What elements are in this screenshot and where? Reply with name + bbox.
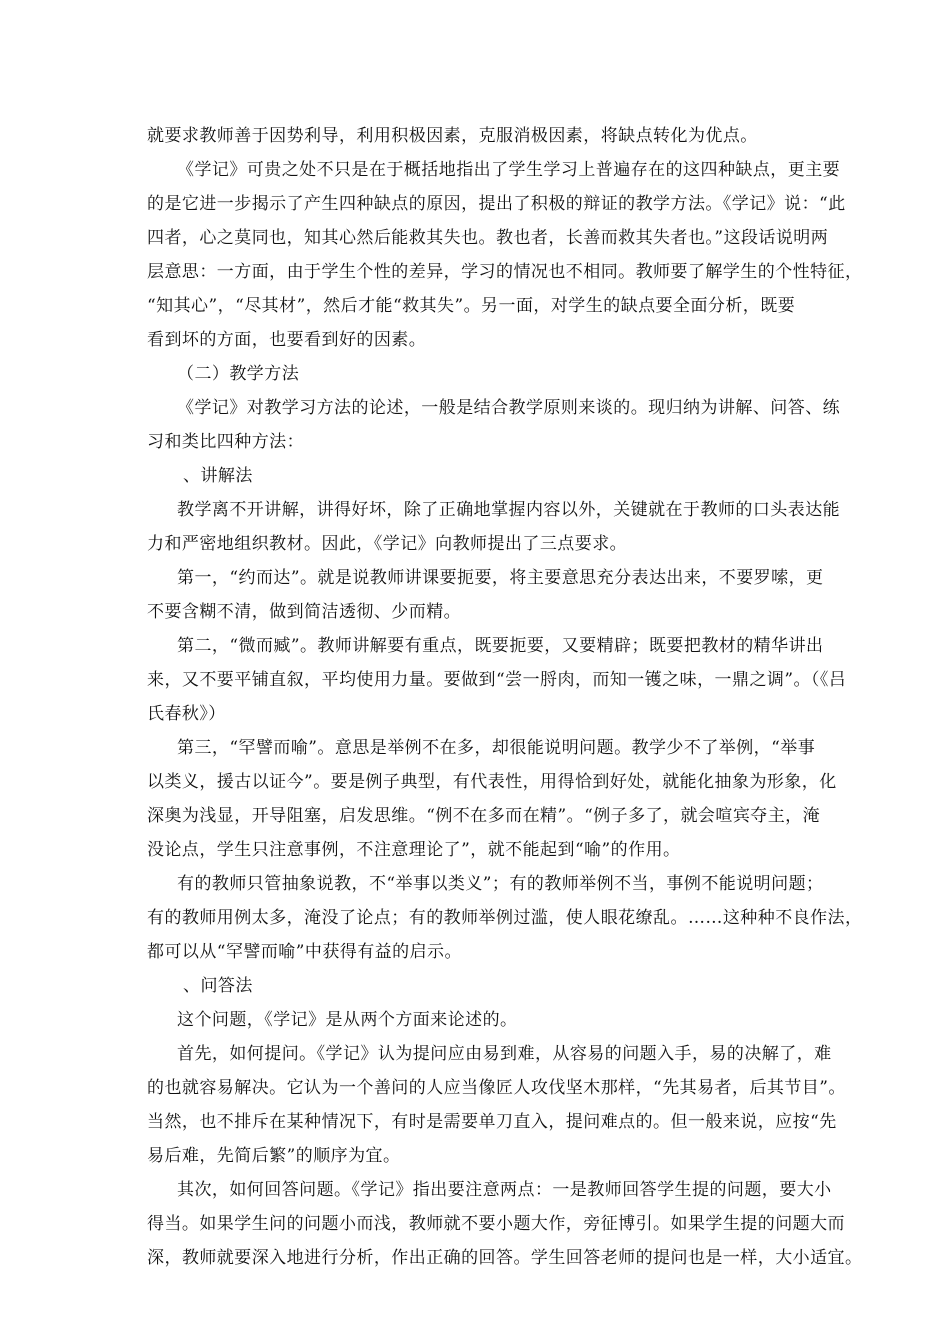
text-line: 得当。如果学生问的问题小而浅，教师就不要小题大作，旁征博引。如果学生提的问题大而: [147, 1214, 845, 1234]
text-line: 其次，如何回答问题。《学记》指出要注意两点：一是教师回答学生提的问题，要大小: [177, 1180, 832, 1200]
text-line: 看到坏的方面，也要看到好的因素。: [147, 330, 427, 350]
text-line: 第二，“微而臧”。教师讲解要有重点，既要扼要，又要精辟；既要把教材的精华讲出: [177, 636, 824, 656]
text-line: 教学离不开讲解，讲得好坏，除了正确地掌握内容以外，关键就在于教师的口头表达能: [177, 500, 841, 520]
text-line: 的也就容易解决。它认为一个善问的人应当像匠人攻伐坚木那样，“先其易者，后其节目”。: [147, 1078, 846, 1098]
text-line: 第一，“约而达”。就是说教师讲课要扼要，将主要意思充分表达出来，不要罗嗦，更: [177, 568, 824, 588]
text-line: 《学记》可贵之处不只是在于概括地指出了学生学习上普遍存在的这四种缺点，更主要: [177, 160, 841, 180]
text-line: 的是它进一步揭示了产生四种缺点的原因，提出了积极的辩证的教学方法。《学记》说：“此: [147, 194, 846, 214]
subsection-heading: 、问答法: [183, 976, 253, 996]
text-line: 首先，如何提问。《学记》认为提问应由易到难，从容易的问题入手，易的决解了，难: [177, 1044, 832, 1064]
text-line: 没论点，学生只注意事例，不注意理论了”，就不能起到“喻”的作用。: [147, 840, 681, 860]
text-line: 以类义，援古以证今”。要是例子典型，有代表性，用得恰到好处，就能化抽象为形象，化: [147, 772, 837, 792]
section-heading: （二）教学方法: [177, 364, 300, 384]
text-line: 力和严密地组织教材。因此，《学记》向教师提出了三点要求。: [147, 534, 628, 554]
text-line: “知其心”，“尽其材”，然后才能“救其失”。另一面，对学生的缺点要全面分析，既要: [147, 296, 796, 316]
text-line: 第三，“罕譬而喻”。意思是举例不在多，却很能说明问题。教学少不了举例，“举事: [177, 738, 816, 758]
text-line: 深，教师就要深入地进行分析，作出正确的回答。学生回答老师的提问也是一样，大小适宜。: [147, 1248, 863, 1268]
text-line: 层意思：一方面，由于学生个性的差异，学习的情况也不相同。教师要了解学生的个性特征，: [147, 262, 863, 282]
text-line: 不要含糊不清，做到简洁透彻、少而精。: [147, 602, 462, 622]
text-line: 当然，也不排斥在某种情况下，有时是需要单刀直入，提问难点的。但一般来说，应按“先: [147, 1112, 837, 1132]
text-line: 《学记》对教学习方法的论述，一般是结合教学原则来谈的。现归纳为讲解、问答、练: [177, 398, 841, 418]
text-line: 有的教师只管抽象说教，不“举事以类义”；有的教师举例不当，事例不能说明问题；: [177, 874, 824, 894]
text-line: 深奥为浅显，开导阻塞，启发思维。“例不在多而在精”。“例子多了，就会喧宾夺主，淹: [147, 806, 821, 826]
text-line: 四者，心之莫同也，知其心然后能救其失也。教也者，长善而救其失者也。”这段话说明两: [147, 228, 829, 248]
text-line: 都可以从“罕譬而喻”中获得有益的启示。: [147, 942, 462, 962]
text-line: 这个问题，《学记》是从两个方面来论述的。: [177, 1010, 518, 1030]
text-line: 就要求教师善于因势利导，利用积极因素，克服消极因素，将缺点转化为优点。: [147, 126, 758, 146]
text-line: 习和类比四种方法：: [147, 432, 305, 452]
text-line: 有的教师用例太多，淹没了论点；有的教师举例过滥，使人眼花缭乱。……这种种不良作法，: [147, 908, 863, 928]
text-line: 易后难，先简后繁”的顺序为宜。: [147, 1146, 401, 1166]
text-line: 来，又不要平铺直叙，平均使用力量。要做到“尝一脟肉，而知一镬之味，一鼎之调”。（《吕: [147, 670, 847, 690]
text-line: 氏春秋》）: [147, 704, 226, 724]
subsection-heading: 、讲解法: [183, 466, 253, 486]
